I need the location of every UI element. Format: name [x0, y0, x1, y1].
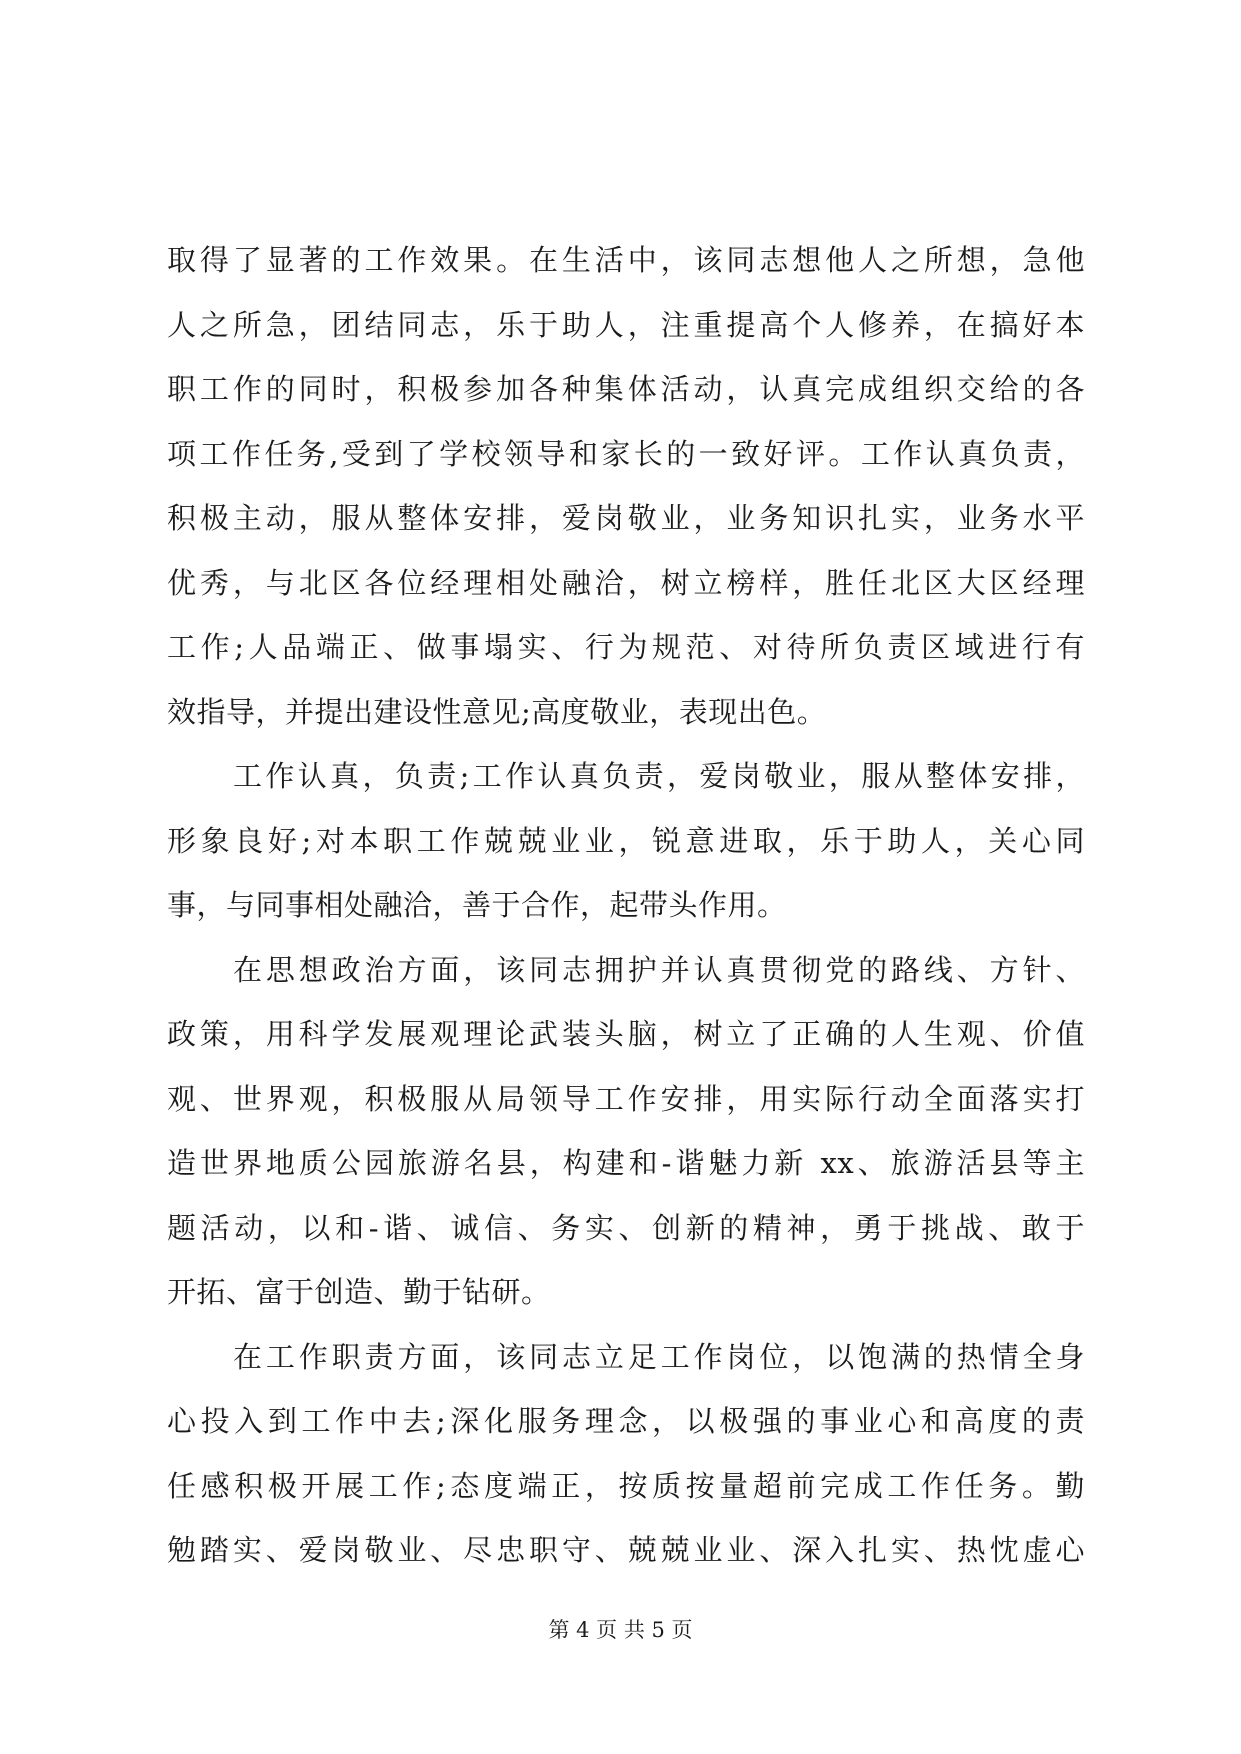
text-line: 取得了显著的工作效果。在生活中，该同志想他人之所想，急他 — [167, 243, 1085, 277]
text-line: 工作认真，负责;工作认真负责，爱岗敬业，服从整体安排， — [233, 759, 1085, 793]
text-line: 观、世界观，积极服从局领导工作安排，用实际行动全面落实打 — [167, 1081, 1085, 1116]
text-line: 人之所急，团结同志，乐于助人，注重提高个人修养，在搞好本 — [167, 307, 1085, 342]
text-line: 勉踏实、爱岗敬业、尽忠职守、兢兢业业、深入扎实、热忱虚心 — [167, 1533, 1085, 1567]
text-line: 积极主动，服从整体安排，爱岗敬业，业务知识扎实，业务水平 — [167, 501, 1085, 535]
text-line: 项工作任务,受到了学校领导和家长的一致好评。工作认真负责， — [167, 436, 1085, 471]
text-line: 优秀，与北区各位经理相处融洽，树立榜样，胜任北区大区经理 — [167, 565, 1085, 600]
text-line: 在思想政治方面，该同志拥护并认真贯彻党的路线、方针、 — [233, 952, 1085, 987]
text-line: 形象良好;对本职工作兢兢业业，锐意进取，乐于助人，关心同 — [167, 823, 1085, 858]
text-line: 题活动，以和-谐、诚信、务实、创新的精神，勇于挑战、敢于 — [167, 1210, 1085, 1245]
text-line: 职工作的同时，积极参加各种集体活动，认真完成组织交给的各 — [167, 372, 1085, 406]
text-line: 工作;人品端正、做事塌实、行为规范、对待所负责区域进行有 — [167, 630, 1085, 664]
text-line: 在工作职责方面，该同志立足工作岗位，以饱满的热情全身 — [233, 1339, 1085, 1374]
text-line: 心投入到工作中去;深化服务理念，以极强的事业心和高度的责 — [167, 1404, 1085, 1438]
text-line: 开拓、富于创造、勤于钻研。 — [167, 1275, 551, 1309]
text-line: 任感积极开展工作;态度端正，按质按量超前完成工作任务。勤 — [167, 1468, 1085, 1503]
document-body — [167, 228, 1085, 1583]
text-line: 造世界地质公园旅游名县，构建和-谐魅力新 xx、旅游活县等主 — [167, 1146, 1085, 1180]
text-line: 政策，用科学发展观理论武装头脑，树立了正确的人生观、价值 — [167, 1017, 1085, 1051]
text-line: 事，与同事相处融洽，善于合作，起带头作用。 — [167, 888, 787, 922]
page-footer: 第 4 页 共 5 页 — [548, 1618, 693, 1642]
text-line: 效指导，并提出建设性意见;高度敬业，表现出色。 — [167, 694, 827, 729]
